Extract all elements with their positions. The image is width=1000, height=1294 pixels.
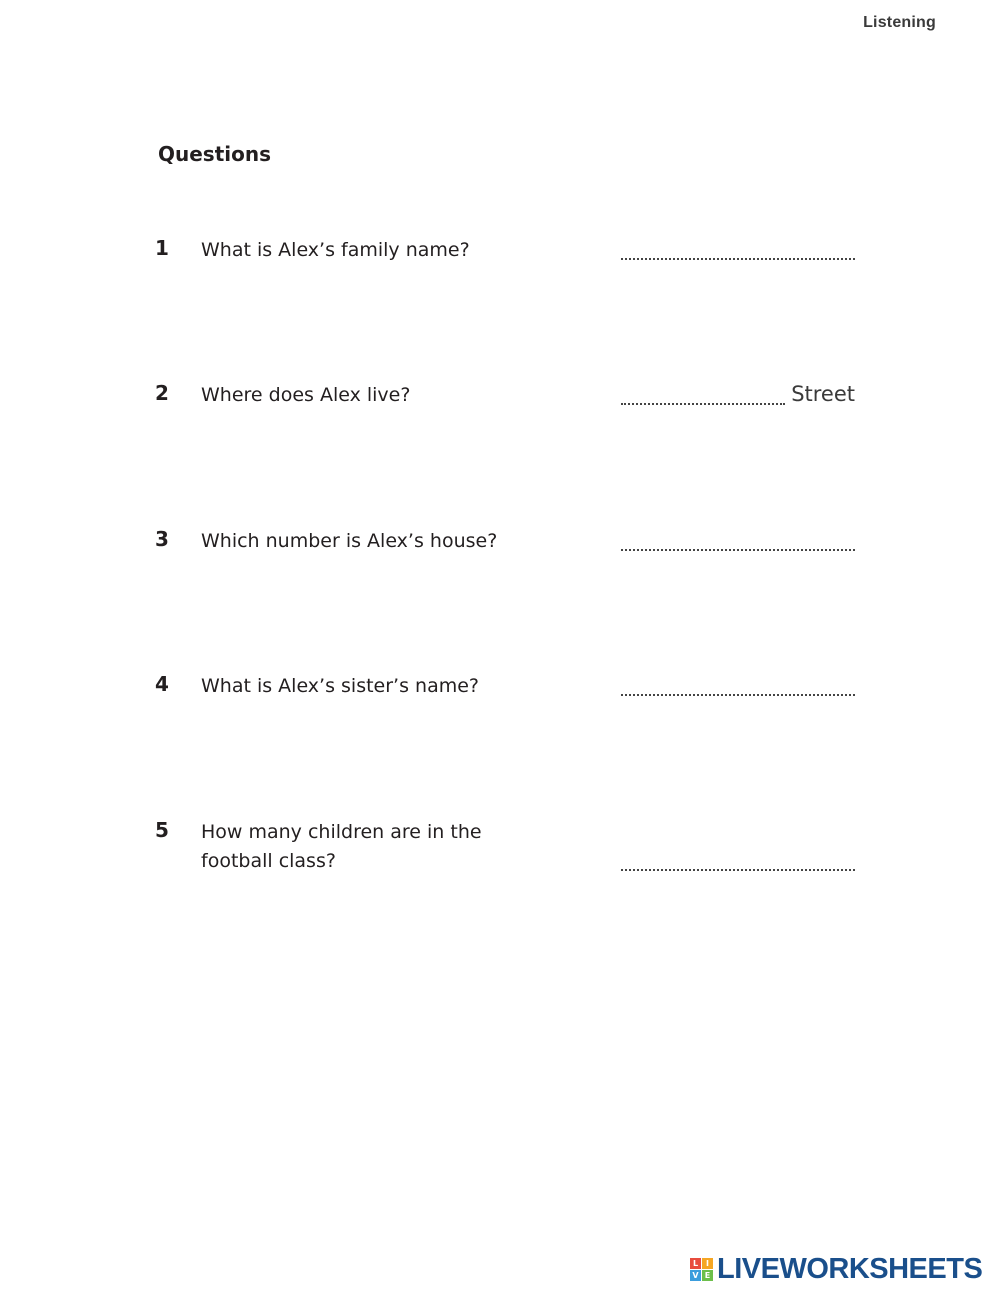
answer-suffix: Street [791, 382, 855, 406]
question-number: 5 [155, 818, 169, 842]
question-number: 1 [155, 236, 169, 260]
answer-field[interactable] [621, 379, 855, 409]
answer-field[interactable] [621, 845, 855, 875]
question-1 [155, 236, 855, 296]
answer-field[interactable] [621, 670, 855, 700]
question-text: How many children are in the football class? [201, 821, 482, 872]
question-number: 3 [155, 527, 169, 551]
question-text: Where does Alex live? [201, 384, 411, 406]
icon-cell-e: E [702, 1270, 713, 1281]
answer-line [621, 238, 855, 260]
question-5 [155, 818, 855, 878]
question-text: Which number is Alex’s house? [201, 530, 498, 552]
question-4 [155, 672, 855, 732]
answer-line [621, 529, 855, 551]
liveworksheets-icon [690, 1258, 713, 1281]
answer-line [621, 849, 855, 871]
question-number: 2 [155, 381, 169, 405]
question-text: What is Alex’s sister’s name? [201, 675, 480, 697]
icon-cell-l: L [690, 1258, 701, 1269]
answer-line [621, 383, 785, 405]
question-number: 4 [155, 672, 169, 696]
question-2 [155, 381, 855, 441]
answer-line [621, 674, 855, 696]
section-label: Listening [863, 14, 936, 31]
liveworksheets-logo [690, 1253, 982, 1286]
question-text: What is Alex’s family name? [201, 239, 470, 261]
answer-field[interactable] [621, 525, 855, 555]
brand-text: LIVEWORKSHEETS [717, 1253, 983, 1285]
icon-cell-i: I [702, 1258, 713, 1269]
answer-field[interactable] [621, 234, 855, 264]
page-title: Questions [158, 142, 272, 166]
icon-cell-v: V [690, 1270, 701, 1281]
question-3 [155, 527, 855, 587]
